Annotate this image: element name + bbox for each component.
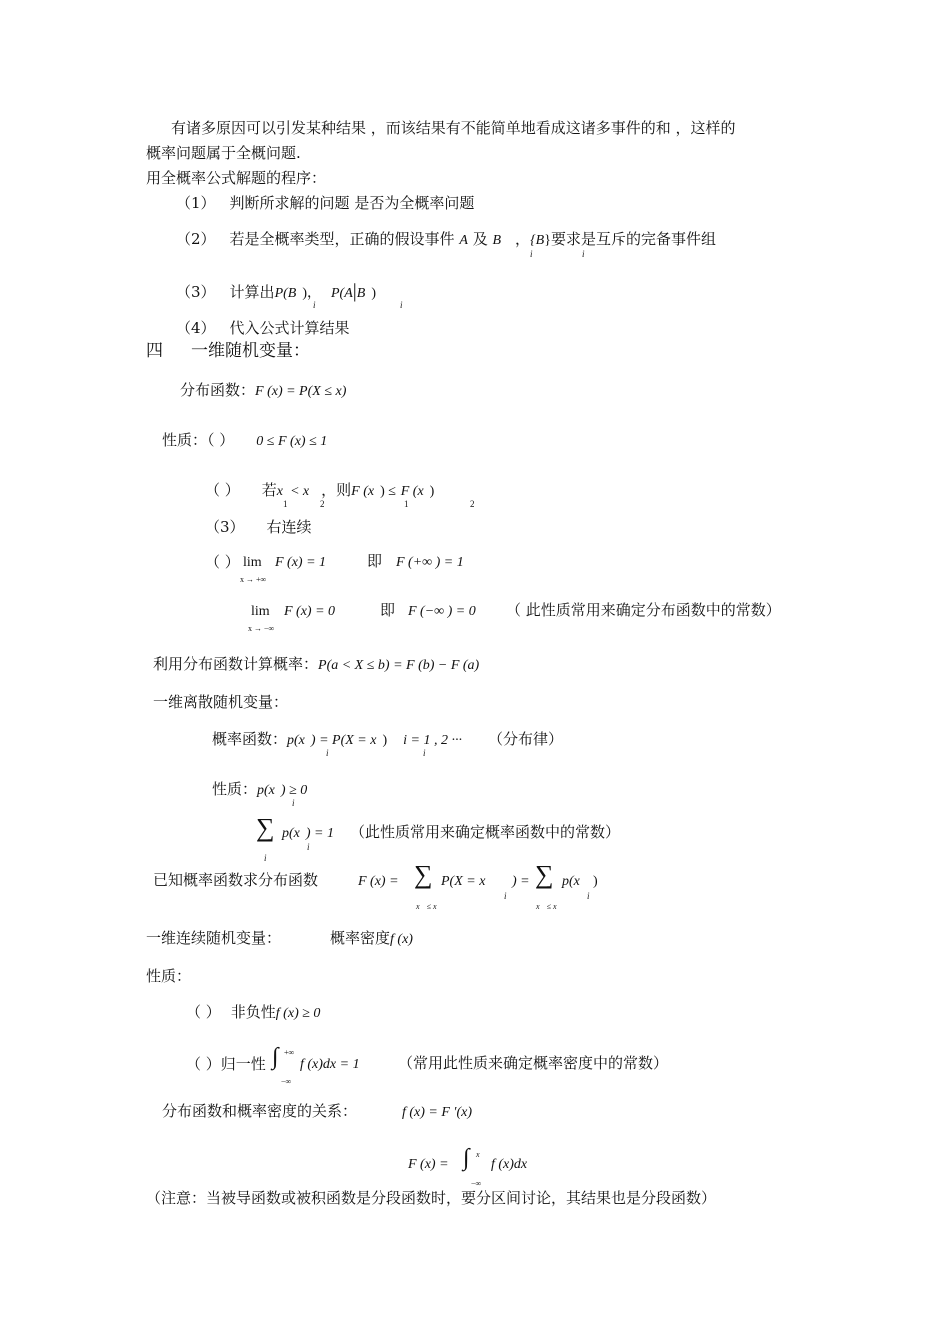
relation-label: 分布函数和概率密度的关系： (162, 1102, 358, 1120)
relation-formula: f (x) = F ′(x) (402, 1105, 473, 1120)
step-text: 计算出 (229, 283, 275, 301)
leq: ) ≤ (380, 484, 396, 499)
known-eq: ) = (512, 874, 530, 889)
formula-B: B (492, 233, 502, 248)
sigma-symbol: ∑ (256, 813, 275, 842)
property-number: （ ） (207, 431, 235, 449)
step-text: 若是全概率类型，正确的假设事件 (229, 230, 455, 248)
prop2-note: （此性质常用来确定概率函数中的常数） (350, 823, 621, 841)
cdf-formula: F (x) = P(X ≤ x) (255, 384, 347, 399)
sum-subscript (536, 902, 557, 912)
property-number: （ ） (186, 1003, 221, 1021)
density-definition (330, 928, 413, 950)
subscript-1: 1 (283, 499, 288, 509)
subscript-i: i (292, 798, 295, 808)
lim-formula: F (x) = 1 (275, 555, 327, 570)
property-number: （ ） (205, 481, 240, 499)
subscript-1: 1 (404, 499, 409, 509)
section-heading (146, 341, 310, 361)
property-text: 归一性 (220, 1055, 266, 1073)
prop2-a: p(x (282, 826, 300, 841)
known-close: ) (593, 874, 598, 889)
step-text: 判断所求解的问题 是否为全概率问题 (229, 194, 475, 212)
x1: x (276, 484, 284, 499)
lim-formula: F (x) = 0 (284, 604, 336, 619)
cdf-property-3 (205, 517, 312, 537)
conditional-bar: | (352, 280, 357, 302)
lim: lim (243, 555, 262, 570)
step-3 (176, 281, 376, 304)
formula-P-B: P(B (274, 286, 297, 301)
property-text: 右连续 (266, 518, 312, 536)
sum-sub-tail: ≤ x (546, 902, 557, 911)
calc-formula: P(a < X ≤ b) = F (b) − F (a) (318, 658, 480, 673)
less-than: < (291, 484, 299, 499)
prop1-a: p(x (257, 783, 275, 798)
discrete-title: 一维离散随机变量： (153, 693, 289, 711)
cdf-property-4 (205, 552, 240, 572)
pmf-note: （分布律） (487, 730, 563, 748)
prop1-b: ) ≥ 0 (280, 783, 308, 798)
normalization-formula: f (x)dx = 1 (300, 1057, 360, 1072)
sum-sub-tail: ≤ x (426, 902, 437, 911)
density-property-2 (186, 1054, 266, 1074)
formula-P-A: P(A (331, 286, 353, 301)
subscript-i: i (582, 249, 585, 259)
pmf-b: ) = P(X = x (310, 733, 377, 748)
cdf-definition (180, 380, 346, 402)
continuous-props-label: 性质： (146, 967, 192, 985)
relation2-integrand: f (x)dx (491, 1157, 528, 1172)
integral-upper: +∞ (284, 1048, 295, 1057)
final-note: （注意：当被导函数或被积函数是分段函数时，要分区间讨论，其结果也是分段函数） (146, 1189, 717, 1207)
subscript-2: 2 (320, 499, 325, 509)
step-number: （2） (176, 230, 216, 248)
density-formula: f (x) (390, 932, 413, 947)
density-label: 概率密度 (330, 929, 391, 947)
cdf-probability (153, 654, 479, 676)
subscript-i: i (504, 891, 507, 901)
sum-sub-x: x (416, 902, 420, 911)
step-number: （1） (176, 194, 216, 212)
property-number: （3） (205, 518, 245, 536)
step-tail: 要求是互斥的完备事件组 (550, 230, 716, 248)
known-F: F (x) = (358, 874, 399, 889)
then-word: ，则 (321, 481, 352, 499)
formula-B: B (356, 286, 366, 301)
density-property-1 (186, 1002, 320, 1024)
comma: ， (515, 230, 531, 248)
pmf-label: 概率函数： (212, 730, 288, 748)
conjunction: 及 (472, 230, 488, 248)
sigma-symbol: ∑ (414, 860, 433, 889)
pmf-property-2 (282, 822, 620, 844)
if-word: 若 (261, 481, 277, 499)
formula-close: )， (302, 286, 321, 301)
pmf-a: p(x (287, 733, 305, 748)
integral-symbol: ∫ (272, 1044, 279, 1070)
step-4 (176, 318, 350, 338)
property-text: 非负性 (230, 1003, 276, 1021)
sigma-symbol: ∑ (535, 860, 554, 889)
formula-set-close: } (544, 233, 551, 248)
cdf-property-1 (162, 430, 327, 452)
props-label: 性质： (162, 431, 208, 449)
formula-close: ) (371, 286, 377, 301)
step-number: （4） (176, 319, 216, 337)
lim-subscript: x → −∞ (248, 624, 275, 633)
subscript-i: i (530, 249, 533, 259)
F-x1: F (x (351, 484, 375, 499)
sum-sub-x: x (536, 902, 540, 911)
close-paren: ) (429, 484, 435, 499)
calc-label: 利用分布函数计算概率： (153, 655, 319, 673)
property-formula: 0 ≤ F (x) ≤ 1 (256, 434, 328, 449)
step-number: （3） (176, 283, 216, 301)
pmf-c: ) (382, 733, 388, 748)
integral-lower: −∞ (281, 1077, 292, 1086)
F-x2: F (x (400, 484, 424, 499)
continuous-title: 一维连续随机变量： (146, 929, 282, 947)
subscript-i: i (400, 300, 403, 310)
sum-subscript (416, 902, 437, 912)
procedure-title: 用全概率公式解题的程序： (146, 169, 327, 187)
relation2-F: F (x) = (408, 1157, 449, 1172)
formula-A: A (459, 233, 468, 248)
x2: x (302, 484, 310, 499)
lim: lim (251, 604, 270, 619)
known-P: P(X = x (441, 874, 486, 889)
section-title: 一维随机变量： (191, 341, 310, 361)
subscript-i: i (313, 300, 316, 310)
ji-word: 即 (367, 552, 383, 570)
integral-lower: −∞ (471, 1179, 482, 1188)
prop-label: 性质： (212, 780, 258, 798)
subscript-2: 2 (470, 499, 475, 509)
known-p: p(x (562, 874, 580, 889)
integral-upper: x (476, 1150, 480, 1159)
lim-subscript: x → +∞ (240, 575, 267, 584)
subscript-i: i (326, 748, 329, 758)
step-1 (176, 193, 474, 213)
subscript-i: i (587, 891, 590, 901)
step-text: 代入公式计算结果 (229, 319, 350, 337)
subscript-i: i (423, 748, 426, 758)
intro-line-1: 有诸多原因可以引发某种结果 ，而该结果有不能简单地看成这诸多事件的和 ，这样的 (171, 119, 736, 137)
ji-word: 即 (380, 601, 396, 619)
formula-set-B: {B (530, 233, 545, 248)
known-label: 已知概率函数求分布函数 (153, 871, 319, 889)
step-2 (176, 229, 716, 251)
pmf-definition (212, 729, 563, 751)
intro-line-2: 概率问题属于全概问题. (146, 144, 301, 162)
integral-symbol: ∫ (463, 1145, 470, 1171)
normalization-note: （常用此性质来确定概率密度中的常数） (398, 1054, 669, 1072)
property-number: （ ） (186, 1055, 221, 1073)
section-number: 四 (146, 341, 163, 361)
F-minus-inf: F (−∞ ) = 0 (408, 604, 476, 619)
cdf-label: 分布函数： (180, 381, 256, 399)
pmf-index: i = 1 , 2 ··· (403, 733, 462, 748)
property-formula: f (x) ≥ 0 (275, 1006, 321, 1021)
cdf-note: （ 此性质常用来确定分布函数中的常数） (506, 601, 781, 619)
F-plus-inf: F (+∞ ) = 1 (396, 555, 464, 570)
sigma-subscript: i (264, 853, 267, 863)
prop2-b: ) = 1 (305, 826, 334, 841)
property-number: （ ） (205, 553, 240, 571)
subscript-i: i (307, 842, 310, 852)
